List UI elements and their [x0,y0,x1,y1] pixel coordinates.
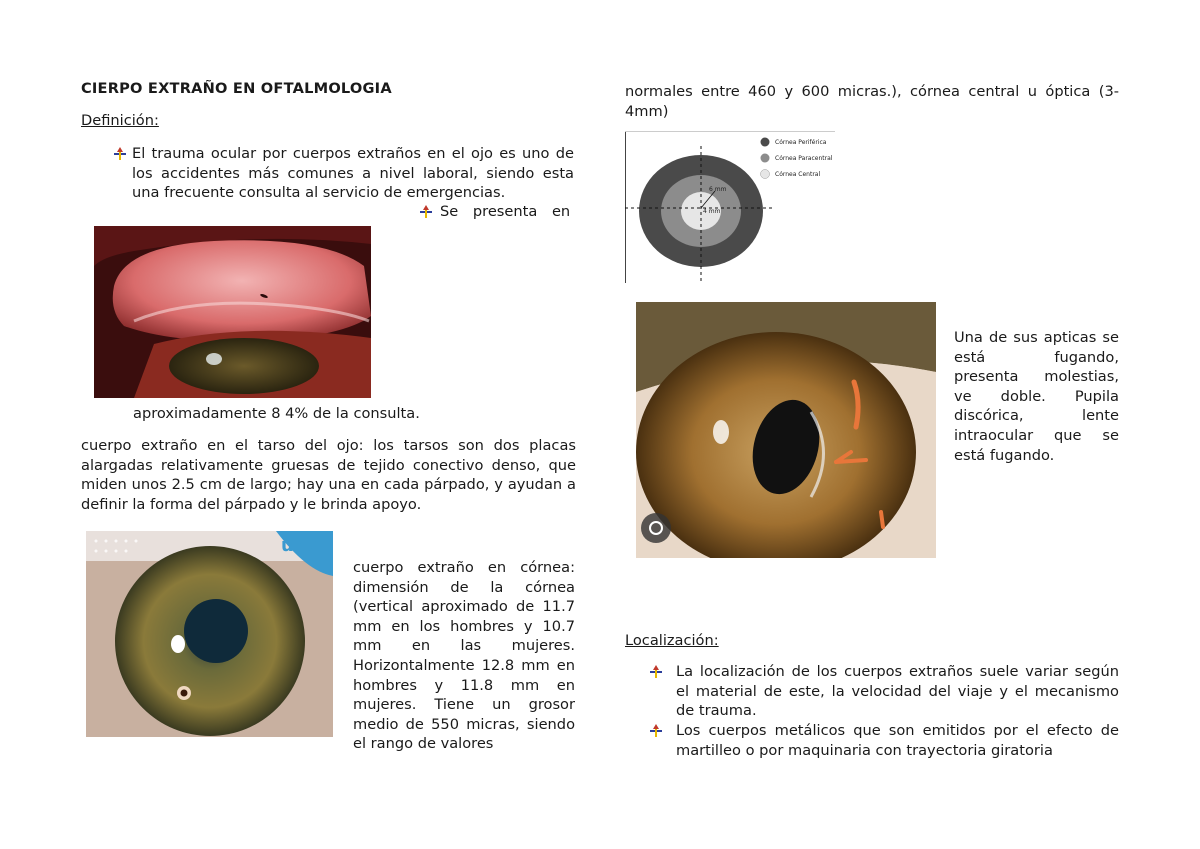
definicion-bullet-2-end: aproximadamente 8 4% de la consulta. [133,405,420,422]
definicion-bullet-2 [416,202,576,222]
definicion-bullet-2-start: Se presenta en [440,203,571,220]
uno-logo: uno [281,535,319,556]
cornea-continuation: normales entre 460 y 600 micras.), córnea central u óptica (3-4mm) [625,83,1119,120]
bullet-icon [648,662,676,721]
definicion-heading: Definición: [81,112,159,129]
cornea-paragraph: cuerpo extraño en córnea: dimensión de la córnea (vertical aproximado de 11.7 mm en los hombres y 10.7 mm en las mujeres. Horizontalmente 12.8 mm en hombres y 11.8 mm en mujeres. Tiene un grosor medio de 550 micras, siendo el rango de valores [353,559,575,753]
legend-swatch [761,170,770,179]
legend-label: Córnea Periférica [775,139,827,146]
localizacion-bullet-1 [648,662,1119,721]
definicion-bullet-1 [112,144,574,203]
legend-label: Córnea Central [775,171,821,178]
localizacion-heading: Localización: [625,632,719,649]
localizacion-bullet-2-text: Los cuerpos metálicos que son emitidos por el efecto de martilleo o por maquinaria con trayectoria giratoria [676,722,1119,759]
page-title: CIERPO EXTRAÑO EN OFTALMOLOGIA [81,80,392,97]
lens-case-paragraph: Una de sus apticas se está fugando, presenta molestias, ve doble. Pupila discórica, lente intraocular que se está fugando. [954,329,1119,464]
mid-label: 6 mm [709,186,727,193]
tarsus-photo [94,226,371,398]
bullet-icon [112,144,132,203]
inner-label: 4 mm [703,208,721,215]
localizacion-bullet-2 [648,721,1119,760]
legend-swatch [761,138,770,147]
legend-label: Córnea Paracentral [775,155,833,162]
definicion-bullet-1-text: El trauma ocular por cuerpos extraños en el ojo es uno de los accidentes más comunes a nivel laboral, siendo esta una frecuente consulta al servicio de emergencias. [132,145,574,202]
legend-swatch [761,154,770,163]
bullet-icon [648,721,676,760]
cornea-zones-diagram [625,131,835,283]
tarso-paragraph: cuerpo extraño en el tarso del ojo: los tarsos son dos placas alargadas relativamente gruesas de tejido conectivo denso, que miden unos 2.5 cm de largo; hay una en cada párpado, y ayudan a definir la forma del párpado y le brinda apoyo. [81,437,576,513]
bullet-icon [416,202,440,222]
localizacion-bullet-1-text: La localización de los cuerpos extraños suele variar según el material de este, la velocidad del viaje y el mecanismo de trauma. [676,663,1119,720]
intraocular-lens-photo [636,302,936,558]
cornea-foreign-body-photo [86,531,333,737]
